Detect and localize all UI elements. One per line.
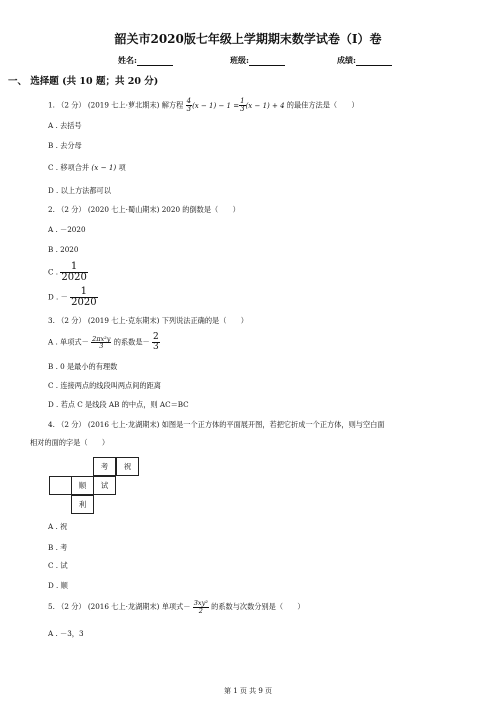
q4-option-b[interactable]: B . 考 bbox=[48, 543, 68, 552]
section-heading: 一、 选择题 (共 10 题；共 20 分) bbox=[8, 76, 159, 87]
q4-option-c[interactable]: C . 试 bbox=[48, 561, 68, 570]
q1-option-c-math: (x − 1) bbox=[91, 163, 117, 172]
q3a-frac2-den: 3 bbox=[153, 342, 159, 352]
q5-stem: 5. （2 分） (2016 七上·龙湖期末) 单项式－ bbox=[48, 602, 191, 611]
q1-option-d[interactable]: D . 以上方法都可以 bbox=[48, 186, 111, 195]
q1-frac2-num: 1 bbox=[240, 97, 245, 105]
score-field bbox=[337, 55, 392, 66]
class-label: 班级: bbox=[230, 55, 249, 65]
cube-net bbox=[49, 457, 169, 517]
q1-option-c-label: C . 移项合并 bbox=[48, 163, 90, 172]
question-3: 3. （2 分） (2019 七上·克东期末) 下列说法正确的是（ ） bbox=[48, 316, 248, 325]
class-blank[interactable] bbox=[249, 57, 285, 66]
question-4-line2: 相对的面的字是（ ） bbox=[30, 438, 110, 447]
q1-eq-end: (x − 1) + 4 bbox=[245, 101, 285, 110]
q1-option-a[interactable]: A . 去括号 bbox=[48, 121, 82, 130]
q1-frac1-den: 3 bbox=[186, 105, 192, 113]
q3a-frac-den: 3 bbox=[99, 342, 104, 350]
q1-frac2-den: 3 bbox=[240, 105, 245, 113]
q3-option-c[interactable]: C . 连接两点的线段叫两点间的距离 bbox=[48, 381, 161, 390]
q2-option-a[interactable]: A . －2020 bbox=[48, 225, 86, 234]
q5-frac-den: 2 bbox=[198, 606, 203, 615]
page-footer: 第 1 页 共 9 页 bbox=[223, 687, 273, 695]
q2-option-b[interactable]: B . 2020 bbox=[48, 245, 79, 254]
name-blank[interactable] bbox=[137, 57, 173, 66]
net-cell-blank bbox=[49, 476, 72, 495]
question-4-line1: 4. （2 分） (2016 七上·龙湖期末) 如图是一个正方体的平面展开图，若把它折成一个正方体，则与空白面 bbox=[48, 420, 385, 429]
question-1 bbox=[48, 98, 359, 113]
q3a-frac2-num: 2 bbox=[153, 332, 159, 342]
q1-eq-mid: (x − 1) − 1 = bbox=[192, 101, 240, 110]
q3-option-b[interactable]: B . 0 是最小的有理数 bbox=[48, 362, 118, 371]
q2-option-c[interactable] bbox=[48, 262, 88, 283]
q2-option-d-label: D . － bbox=[48, 292, 68, 302]
q1-option-c[interactable] bbox=[48, 163, 126, 173]
q2d-den: 2020 bbox=[71, 297, 97, 308]
score-blank[interactable] bbox=[356, 57, 392, 66]
net-cell-kao: 考 bbox=[93, 457, 116, 476]
class-field bbox=[230, 55, 285, 66]
q2c-den: 2020 bbox=[61, 272, 87, 283]
q2-option-d[interactable] bbox=[48, 287, 98, 308]
q2c-num: 1 bbox=[60, 262, 87, 273]
q3a-pre: A . 单项式－ bbox=[48, 337, 89, 347]
question-5 bbox=[48, 600, 305, 614]
q3a-frac-num: 2πx²y bbox=[92, 334, 111, 343]
q1-equation bbox=[186, 97, 287, 113]
name-field bbox=[118, 55, 173, 66]
q4-option-d[interactable]: D . 顺 bbox=[48, 581, 68, 590]
q5-frac-num: 3xy² bbox=[193, 599, 208, 607]
q2d-num: 1 bbox=[70, 287, 97, 298]
q1-stem-end: 的最佳方法是（ ） bbox=[286, 100, 359, 110]
name-label: 姓名: bbox=[118, 55, 137, 65]
net-cell-li: 利 bbox=[71, 495, 94, 514]
q1-stem: 1. （2 分） (2019 七上·萝北期末) 解方程 bbox=[48, 100, 184, 110]
q5-option-a[interactable]: A . －3，3 bbox=[48, 629, 84, 638]
q4-option-a[interactable]: A . 祝 bbox=[48, 522, 68, 531]
net-cell-shi: 试 bbox=[93, 476, 116, 495]
net-cell-shun: 顺 bbox=[71, 476, 94, 495]
score-label: 成绩: bbox=[337, 55, 356, 65]
q2-option-c-label: C . bbox=[48, 267, 59, 277]
q5-stem-end: 的系数与次数分别是（ ） bbox=[211, 602, 305, 611]
q1-frac1-num: 4 bbox=[186, 97, 192, 105]
q3-option-d[interactable]: D . 若点 C 是线段 AB 的中点，则 AC＝BC bbox=[48, 400, 189, 409]
q1-option-c-post: 项 bbox=[118, 163, 126, 172]
q1-option-b[interactable]: B . 去分母 bbox=[48, 141, 82, 150]
net-cell-zhu: 祝 bbox=[116, 457, 139, 476]
page-title: 韶关市2020版七年级上学期期末数学试卷（I）卷 bbox=[114, 32, 382, 46]
q3a-mid: 的系数是－ bbox=[113, 337, 150, 347]
question-2: 2. （2 分） (2020 七上·蜀山期末) 2020 的倒数是（ ） bbox=[48, 205, 240, 214]
q3-option-a[interactable] bbox=[48, 333, 160, 352]
